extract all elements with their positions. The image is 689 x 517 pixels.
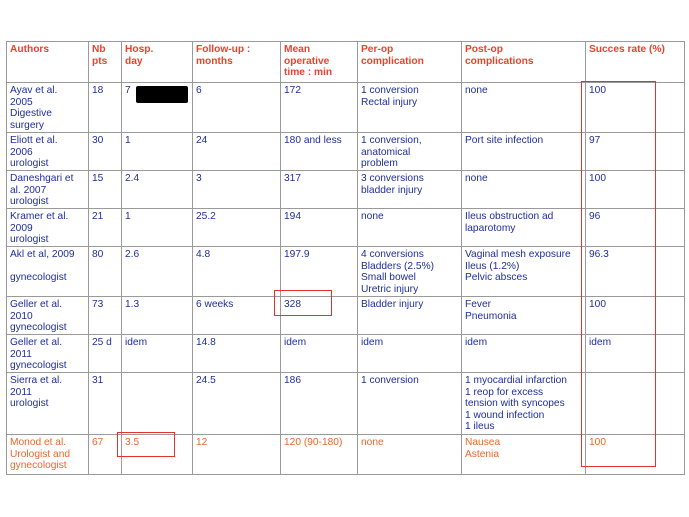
cell-hosp-day: 1.3 bbox=[122, 297, 193, 335]
cell-follow-up: 25.2 bbox=[193, 209, 281, 247]
cell-operative-time: 186 bbox=[281, 373, 358, 435]
cell-hosp-day: 2.6 bbox=[122, 247, 193, 297]
cell-per-op: 1 conversion, anatomical problem bbox=[358, 133, 462, 171]
redaction-block bbox=[136, 86, 188, 103]
header-nb-pts: Nb pts bbox=[89, 42, 122, 83]
cell-hosp-day bbox=[122, 373, 193, 435]
cell-authors: Ayav et al. 2005 Digestive surgery bbox=[7, 83, 89, 133]
cell-nb-pts: 73 bbox=[89, 297, 122, 335]
cell-follow-up: 24.5 bbox=[193, 373, 281, 435]
cell-operative-time: 180 and less bbox=[281, 133, 358, 171]
header-row bbox=[7, 42, 685, 83]
cell-nb-pts: 15 bbox=[89, 171, 122, 209]
cell-per-op: idem bbox=[358, 335, 462, 373]
highlight-box-hosp-day-3-5 bbox=[117, 432, 175, 457]
cell-post-op: Vaginal mesh exposure Ileus (1.2%) Pelvic absces bbox=[462, 247, 586, 297]
highlight-box-success-rate bbox=[581, 81, 656, 467]
cell-follow-up: 14.8 bbox=[193, 335, 281, 373]
cell-nb-pts: 31 bbox=[89, 373, 122, 435]
cell-authors: Sierra et al. 2011 urologist bbox=[7, 373, 89, 435]
cell-success-rate: 100 bbox=[586, 435, 685, 475]
cell-hosp-day: idem bbox=[122, 335, 193, 373]
cell-operative-time: 120 (90-180) bbox=[281, 435, 358, 475]
cell-operative-time: 317 bbox=[281, 171, 358, 209]
cell-authors: Geller et al. 2011 gynecologist bbox=[7, 335, 89, 373]
cell-hosp-day: 2.4 bbox=[122, 171, 193, 209]
cell-authors: Monod et al. Urologist and gynecologist bbox=[7, 435, 89, 475]
cell-post-op: Nausea Astenia bbox=[462, 435, 586, 475]
cell-hosp-day: 1 bbox=[122, 133, 193, 171]
cell-operative-time: 194 bbox=[281, 209, 358, 247]
cell-nb-pts: 80 bbox=[89, 247, 122, 297]
cell-success-rate: 100 bbox=[586, 171, 685, 209]
cell-authors: Kramer et al. 2009 urologist bbox=[7, 209, 89, 247]
highlight-box-operative-time-328 bbox=[274, 290, 332, 316]
cell-operative-time: 172 bbox=[281, 83, 358, 133]
cell-nb-pts: 30 bbox=[89, 133, 122, 171]
cell-post-op: Fever Pneumonia bbox=[462, 297, 586, 335]
cell-success-rate: 100 bbox=[586, 83, 685, 133]
cell-per-op: none bbox=[358, 209, 462, 247]
header-authors: Authors bbox=[7, 42, 89, 83]
cell-success-rate: 100 bbox=[586, 297, 685, 335]
cell-hosp-day: 3.5 bbox=[122, 435, 193, 475]
cell-success-rate: idem bbox=[586, 335, 685, 373]
cell-per-op: Bladder injury bbox=[358, 297, 462, 335]
cell-operative-time: idem bbox=[281, 335, 358, 373]
cell-follow-up: 4.8 bbox=[193, 247, 281, 297]
cell-authors: Daneshgari et al. 2007 urologist bbox=[7, 171, 89, 209]
cell-authors: Geller et al. 2010 gynecologist bbox=[7, 297, 89, 335]
cell-post-op: Port site infection bbox=[462, 133, 586, 171]
header-post-op-complications: Post-op complications bbox=[462, 42, 586, 83]
cell-post-op: 1 myocardial infarction 1 reop for excess tension with syncopes 1 wound infection 1 ileus bbox=[462, 373, 586, 435]
cell-operative-time: 197.9 bbox=[281, 247, 358, 297]
cell-per-op: 3 conversions bladder injury bbox=[358, 171, 462, 209]
header-per-op-complication: Per-op complication bbox=[358, 42, 462, 83]
cell-success-rate: 96.3 bbox=[586, 247, 685, 297]
cell-nb-pts: 21 bbox=[89, 209, 122, 247]
cell-per-op: none bbox=[358, 435, 462, 475]
header-mean-operative-time: Mean operative time : min bbox=[281, 42, 358, 83]
cell-post-op: none bbox=[462, 171, 586, 209]
cell-per-op: 1 conversion bbox=[358, 373, 462, 435]
cell-hosp-day: 1 bbox=[122, 209, 193, 247]
cell-per-op: 4 conversions Bladders (2.5%) Small bowel Uretric injury bbox=[358, 247, 462, 297]
cell-post-op: none bbox=[462, 83, 586, 133]
cell-follow-up: 6 bbox=[193, 83, 281, 133]
cell-nb-pts: 25 d bbox=[89, 335, 122, 373]
cell-success-rate: 97 bbox=[586, 133, 685, 171]
cell-follow-up: 12 bbox=[193, 435, 281, 475]
header-follow-up: Follow-up : months bbox=[193, 42, 281, 83]
header-success-rate: Succes rate (%) bbox=[586, 42, 685, 83]
cell-authors: Akl et al, 2009 gynecologist bbox=[7, 247, 89, 297]
cell-nb-pts: 18 bbox=[89, 83, 122, 133]
cell-follow-up: 24 bbox=[193, 133, 281, 171]
cell-follow-up: 6 weeks bbox=[193, 297, 281, 335]
cell-follow-up: 3 bbox=[193, 171, 281, 209]
cell-post-op: Ileus obstruction ad laparotomy bbox=[462, 209, 586, 247]
cell-nb-pts: 67 bbox=[89, 435, 122, 475]
cell-post-op: idem bbox=[462, 335, 586, 373]
cell-authors: Eliott et al. 2006 urologist bbox=[7, 133, 89, 171]
cell-hosp-day: 7 bbox=[122, 83, 193, 133]
header-hosp-day: Hosp. day bbox=[122, 42, 193, 83]
cell-per-op: 1 conversion Rectal injury bbox=[358, 83, 462, 133]
cell-success-rate: 96 bbox=[586, 209, 685, 247]
cell-operative-time: 328 bbox=[281, 297, 358, 335]
